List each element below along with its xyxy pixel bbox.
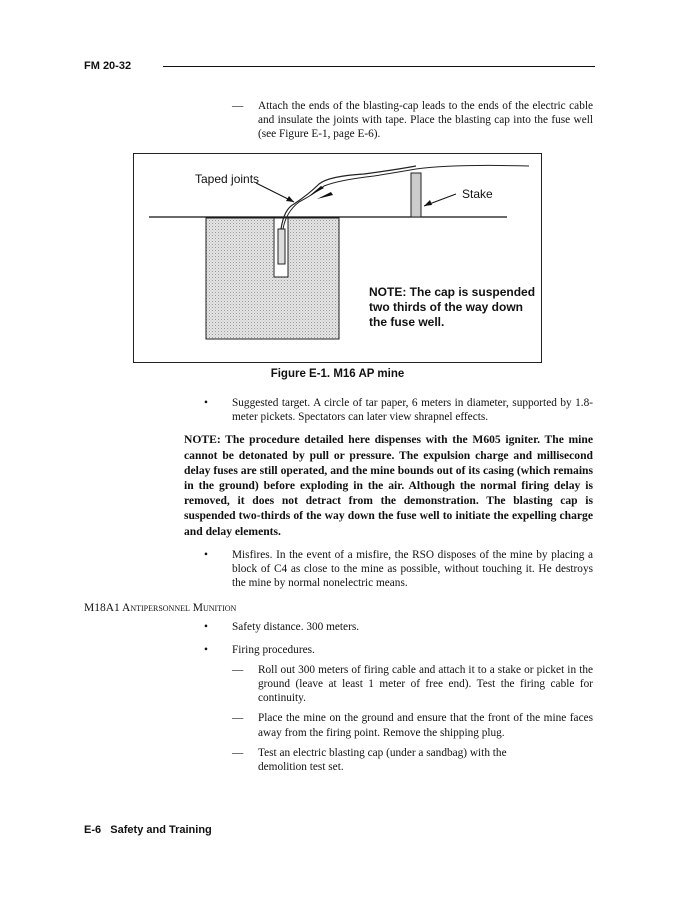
bullet-marker: • — [204, 621, 208, 634]
figure-note-line: NOTE: The cap is suspended — [369, 285, 536, 299]
figure-caption: Figure E-1. M16 AP mine — [270, 368, 405, 380]
figure-note — [369, 285, 535, 330]
footer — [84, 824, 212, 836]
bullet-item — [204, 396, 593, 424]
bullet-item — [204, 620, 593, 634]
step-text: Test an electric blasting cap (under a sandbag) with the demolition test set. — [258, 746, 507, 774]
bullet-marker: • — [204, 548, 208, 561]
intro-step-text: Attach the ends of the blasting-cap leads to the ends of the electric cable and insulate the joints with tape. Place the blasting cap into the fuse well (see Figure E-1, page E-6). — [258, 100, 593, 141]
dash-marker: — — [232, 712, 244, 725]
bullet-text: Safety distance. 300 meters. — [232, 621, 360, 634]
bullet-item — [204, 548, 593, 591]
step-text: Roll out 300 meters of firing cable and attach it to a stake or picket in the ground (leave at least 1 meter of free end). Test the firing cable for continuity. — [258, 663, 593, 705]
dash-marker: — — [232, 663, 244, 676]
figure-note-line: the fuse well. — [369, 315, 445, 329]
intro-step — [232, 99, 593, 142]
step-text: Place the mine on the ground and ensure that the front of the mine faces away from the firing point. Remove the shipping plug. — [258, 712, 593, 739]
label-taped-joints: Taped joints — [195, 172, 260, 186]
bullet-marker: • — [204, 397, 208, 409]
dash-marker: — — [232, 746, 244, 759]
bullet-marker: • — [204, 643, 208, 656]
bullet-text: Misfires. In the event of a misfire, the RSO disposes of the mine by placing a block of C4 as close to the mine as possible, without touching it. He destroys the mine by normal nonelectric means. — [232, 548, 593, 590]
header-doc-id: FM 20-32 — [84, 60, 132, 72]
section-heading: M18A1 Antipersonnel Munition — [84, 602, 237, 615]
footer-title: Safety and Training — [110, 824, 212, 836]
bullet-item — [204, 643, 593, 657]
bullet-text: Firing procedures. — [232, 643, 315, 656]
taped-joints — [309, 186, 333, 199]
footer-page-number: E-6 — [84, 824, 102, 836]
firing-step — [232, 663, 593, 706]
blasting-cap — [278, 229, 285, 264]
body-text-flow — [0, 396, 695, 774]
stake — [411, 173, 421, 217]
figure-note-line: two thirds of the way down — [369, 300, 523, 314]
firing-step — [232, 746, 558, 774]
firing-step — [232, 711, 593, 739]
figure-e1 — [133, 153, 542, 363]
bullet-text: Suggested target. A circle of tar paper, 6 meters in diameter, supported by 1.8-meter pickets. Spectators can later view shrapnel effects. — [232, 397, 593, 424]
header-rule — [163, 66, 595, 67]
mine-casing — [206, 218, 339, 339]
note-paragraph: NOTE: The procedure detailed here dispenses with the M605 igniter. The mine cannot be detonated by pull or pressure. The expulsion charge and millisecond delay fuses are still operated, and the mine bounds out of its casing (which remains in the ground) before exploding in the air. Although the normal firing delay is removed, it does not detract from the demonstration. The blasting cap is suspended two-thirds of the way down the fuse well to initiate the expelling charge and delay elements. — [184, 433, 593, 538]
dash-marker: — — [232, 100, 244, 112]
label-stake: Stake — [462, 187, 493, 201]
